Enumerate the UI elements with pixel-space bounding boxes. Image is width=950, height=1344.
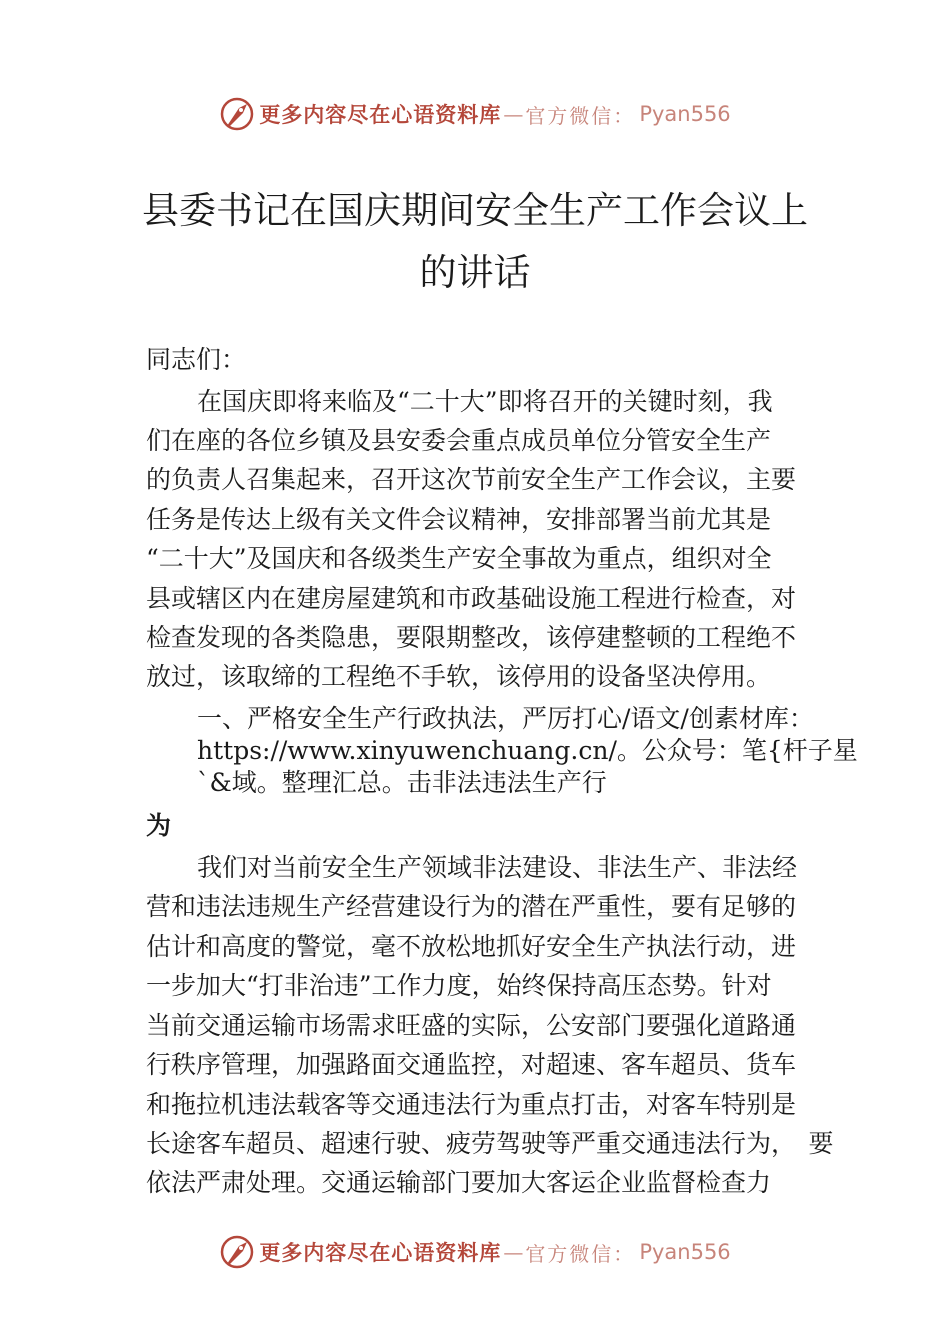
section-heading-tail: 为 xyxy=(146,811,172,840)
paragraph-line: 检查发现的各类隐患，要限期整改，该停建整顿的工程绝不 xyxy=(146,623,797,652)
title-line: 的讲话 xyxy=(419,251,531,294)
paragraph-line: 行秩序管理，加强路面交通监控，对超速、客车超员、货车 xyxy=(146,1050,797,1079)
paragraph-line: “二十大”及国庆和各级类生产安全事故为重点，组织对全 xyxy=(146,544,772,573)
header-watermark xyxy=(0,94,950,134)
paragraph-line: 和拖拉机违法载客等交通违法行为重点打击，对客车特别是 xyxy=(146,1090,797,1119)
watermark-wechat-label: 官方微信： xyxy=(525,1241,636,1266)
pen-nib-icon xyxy=(219,1234,255,1270)
paragraph-line: 任务是传达上级有关文件会议精神，安排部署当前尤其是 xyxy=(146,505,772,534)
section-heading-line: `&域。整理汇总。击非法违法生产行 xyxy=(197,768,607,797)
pen-nib-icon xyxy=(219,96,255,132)
paragraph-line: 我们对当前安全生产领域非法建设、非法生产、非法经 xyxy=(197,853,798,882)
watermark-separator: — xyxy=(503,102,524,126)
section-heading-line: 一、严格安全生产行政执法，严厉打心/语文/创素材库： xyxy=(197,704,814,733)
paragraph-line: 一步加大“打非治违”工作力度，始终保持高压态势。针对 xyxy=(146,971,772,1000)
paragraph-line: 依法严肃处理。交通运输部门要加大客运企业监督检查力 xyxy=(146,1168,772,1197)
paragraph-line: 估计和高度的警觉，毫不放松地抓好安全生产执法行动，进 xyxy=(146,932,797,961)
paragraph-line: 放过，该取缔的工程绝不手软，该停用的设备坚决停用。 xyxy=(146,662,772,691)
paragraph-line: 县或辖区内在建房屋建筑和市政基础设施工程进行检查，对 xyxy=(146,584,797,613)
paragraph-line: 长途客车超员、超速行驶、疲劳驾驶等严重交通违法行为， 要 xyxy=(146,1129,834,1158)
title-line: 县委书记在国庆期间安全生产工作会议上 xyxy=(142,189,808,232)
watermark-brand: 更多内容尽在心语资料库 xyxy=(259,1240,502,1265)
salutation: 同志们： xyxy=(146,345,247,374)
watermark-account: Pyan556 xyxy=(639,1240,731,1264)
footer-watermark xyxy=(0,1232,950,1272)
watermark-wechat-label: 官方微信： xyxy=(525,103,636,128)
paragraph-line: 在国庆即将来临及“二十大”即将召开的关键时刻，我 xyxy=(197,387,773,416)
paragraph-line: 营和违法违规生产经营建设行为的潜在严重性，要有足够的 xyxy=(146,892,797,921)
watermark-separator: — xyxy=(503,1240,524,1264)
watermark-account: Pyan556 xyxy=(639,102,731,126)
watermark-brand: 更多内容尽在心语资料库 xyxy=(259,102,502,127)
paragraph-line: 们在座的各位乡镇及县安委会重点成员单位分管安全生产 xyxy=(146,426,772,455)
page-title xyxy=(0,180,950,304)
paragraph-line: 当前交通运输市场需求旺盛的实际，公安部门要强化道路通 xyxy=(146,1011,797,1040)
paragraph-line: 的负责人召集起来，召开这次节前安全生产工作会议，主要 xyxy=(146,465,797,494)
section-heading-line: https://www.xinyuwenchuang.cn/。公众号：笔{杆子星 xyxy=(197,736,858,765)
